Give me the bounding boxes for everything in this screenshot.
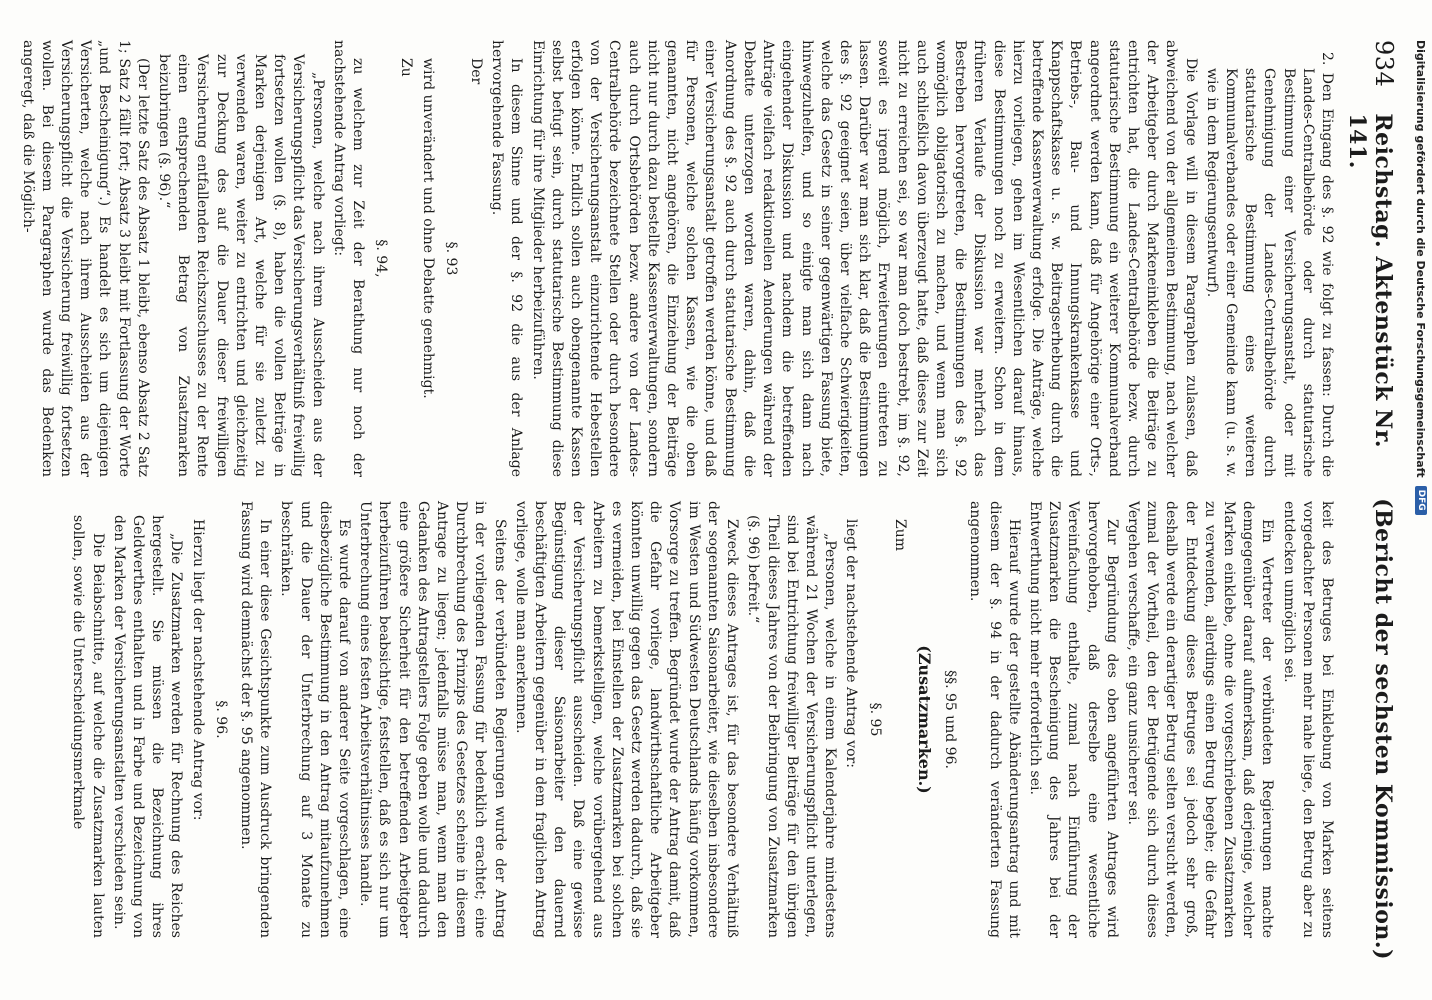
- section-heading: (Zusatzmarken.): [914, 645, 934, 794]
- section-marker: §. 95: [866, 702, 883, 737]
- quoted-paragraph: „Die Zusatzmarken werden für Rechnung des Reiches hergestellt. Sie müssen die Bezeichnung ihres Geldwerthes enthalten und in Farbe und Bezeichnung von den Marken der Versicherungsanstalten verschieden sein.: [110, 515, 185, 938]
- paragraph: Hierzu liegt der nachstehende Antrag vor:: [189, 519, 206, 821]
- dfg-logo-icon: DFG: [1415, 486, 1427, 515]
- text-column-left: [19, 40, 1336, 477]
- paragraph: Zweck dieses Antrages ist, für das besondere Verhältniß der sogenannten Saisonarbeiter, wie dieselben insbesondere im Westen und Südwesten Deutschlands häufig vorkommen, Vorsorge zu treffen. Begründet wurde der Antrag damit, daß die Gefahr vorliege, landwirthschaftliche Arbeitgeber könnten unwillig gegen das Gesetz werden dadurch, daß sie es vermeiden, bei Einstellen der Zusatzmarken bei solchen Arbeitern zu bemerkstelligen, welche vorübergehend aus der Versicherungspflicht ausscheiden. Daß eine gewisse Begünstigung dieser Saisonarbeiter den dauernd beschäftigten Arbeitern gegenüber in dem fraglichen Antrag vorliege, wolle man anerkennen.: [512, 501, 741, 938]
- page-header: [1344, 40, 1398, 960]
- paragraph: Ein Vertreter der verbündeten Regierungen machte demgegenüber darauf aufmerksam, daß derjenige, welcher Marken einklebe, ohne die vorgeschriebenen Zusatzmarken zu verwenden, allerdings einen Betrug begehe; die Gefahr der Entdeckung dieses Betruges sei jedoch sehr groß, deshalb werde ein derartiger Betrug selten versucht werden, zumal der Vortheil, den der Betrügende sich durch dieses Vergehen verschaffe, ein ganz unsicherer sei.: [1124, 501, 1276, 938]
- section-marker: §§. 95 und 96.: [942, 670, 959, 769]
- paragraph: zu welchem zur Zeit der Berathung nur noch der nachstehende Antrag vorliegt:: [330, 40, 367, 477]
- paragraph: Zu: [398, 58, 415, 77]
- paragraph: In einer diese Gesichtspunkte zum Ausdruck bringenden Fassung wird demnächst der §. 95 angenommen.: [238, 501, 274, 938]
- section-marker: §. 94,: [373, 239, 390, 278]
- paragraph: Zum: [891, 519, 908, 552]
- paragraph: Hierauf wurde der gestellte Abänderungsantrag und mit diesem der §. 94 in der dadurch veränderten Fassung angenommen.: [967, 501, 1022, 938]
- page-number: 934: [1370, 40, 1398, 88]
- paragraph: liegt der nachstehende Antrag vor:: [843, 519, 860, 768]
- report-label: (Bericht der sechsten Kommission.): [1370, 498, 1396, 960]
- section-marker: §. 93: [442, 241, 459, 276]
- paragraph: Seitens der verbündeten Regierungen wurde der Antrag in der vorliegenden Fassung für bedenklich erachtet; eine Durchbrechung des Prinzips des Gesetzes scheine in diesem Antrage zu liegen; jedenfalls müsse man, wenn man den Gedanken des Antragstellers Folge geben wolle und dadurch eine größere Sicherheit für den betreffenden Arbeitgeber herbeizuführen beabsichtige, feststellen, daß es sich nur um Unterbrechung eines festen Arbeitsverhältnisses handle.: [357, 501, 508, 938]
- paragraph: Es wurde darauf von anderer Seite vorgeschlagen, eine diesbezügliche Bestimmung in den Antrag mitaufzunehmen und die Dauer der Unterbrechung auf 3 Monate zu beschränken.: [278, 501, 353, 938]
- quoted-paragraph: „Personen, welche in einem Kalenderjahre mindestens während 21 Wochen der Versicherungspflicht unterlegen, sind bei Entrichtung freiwilliger Beiträge für den übrigen Theil dieses Jahres von der Beibringung von Zusatzmarken (§. 96) befreit.“: [745, 515, 839, 938]
- paragraph: Die Vorlage will in diesem Paragraphen zulassen, daß abweichend von der allgemeinen Bestimmung, nach welcher der Arbeitgeber durch Markeneinkleben die Beiträge zu entrichten hat, die Landes-Centralbehörde bezw. durch statutarische Bestimmung ein weiterer Kommunalverband angeordnet werden kann, daß für Angehörige einer Orts-, Betriebs-, Bau- und Innungskrankenkasse und Knappschaftskasse u. s. w. Beitragserhebung durch die betreffende Kassenverwaltung erfolge. Die Anträge, welche hierzu vorliegen, gehen im Wesentlichen darauf hinaus, diese Bestimmungen noch zu erweitern. Schon in dem früheren Verlaufe der Diskussion war mehrfach das Bestreben hervorgetreten, die Bestimmungen des §. 92 womöglich obligatorisch zu machen, und wenn man sich auch schließlich davon überzeugt hatte, daß dieses zur Zeit nicht zu erreichen sei, so war man doch bestrebt, im §. 92, soweit es irgend möglich, Erweiterungen eintreten zu lassen. Darüber war man sich klar, daß die Bestimmungen des §. 92 geeignet seien, über vielfache Schwierigkeiten, welche das Gesetz in seiner gegenwärtigen Fassung biete, hinwegzuhelfen, und so einigte man sich dann nach eingehender Diskussion und nachdem die betreffenden Anträge vielfach redaktionellen Aenderungen während der Debatte unterzogen worden waren, dahin, daß die Anordnung des §. 92 auch durch statutarische Bestimmung einer Versicherungsanstalt getroffen werden könne, und daß für Personen, welche solchen Kassen, wie die oben genannten, nicht angehören, die Einziehung der Beiträge nicht nur durch dazu bestellte Kassenverwaltungen, sondern auch durch Ortsbehörden bezw. andere von der Landes-Centralbehörde bezeichnete Stellen oder durch besondere von der Versicherungsanstalt einzurichtende Hebestellen erfolgen könne. Endlich sollen auch obengenannte Kassen selbst befugt sein, durch statutarische Bestimmung diese Einrichtung für ihre Mitglieder herbeizuführen.: [529, 40, 1199, 477]
- paragraph: Zur Begründung des oben angeführten Antrages wird hervorgehoben, daß derselbe eine wesentliche Vereinfachung enthalte, zumal nach Einführung der Zusatzmarken die Bescheinigung des Jahres bei der Entwerthung nicht mehr erforderlich sei.: [1026, 501, 1120, 938]
- paragraph: keit des Betruges bei Einklebung von Marken seitens vorgedachter Personen mehr nahe liege, den Betrug aber zu entdecken unmöglich sei.: [1280, 501, 1335, 938]
- text-columns: [19, 40, 1336, 938]
- text-column-right: [40, 501, 1336, 938]
- quoted-paragraph: „Personen, welche nach ihrem Ausscheiden aus der Versicherungspflicht das Versicherungsverhältniß freiwillig fortsetzen wollen (§. 8), haben die vollen Beiträge in Marken derjenigen Art, welche für sie zuletzt zu verwenden waren, weiter zu entrichten und gleichzeitig zur Deckung des auf die Dauer dieser freiwilligen Versicherung entfallenden Reichszuschusses zu der Rente einen entsprechenden Betrag von Zusatzmarken beizubringen (§. 96).“: [156, 54, 326, 477]
- document-label: Reichstag. Aktenstück Nr. 141.: [1344, 113, 1396, 448]
- list-item: 2. Den Eingang des §. 92 wie folgt zu fassen: Durch die Landes-Centralbehörde oder durch statutarische Bestimmung einer Versicherungsanstalt, oder mit Genehmigung der Landes-Centralbehörde durch statutarische Bestimmung eines weiteren Kommunalverbandes oder einer Gemeinde kann (u. s. w. wie in dem Regierungsentwurf).: [1203, 52, 1335, 477]
- section-marker: §. 96.: [212, 700, 229, 739]
- credit-text: Digitalisierung gefördert durch die Deutsche Forschungsgemeinschaft: [1414, 40, 1428, 478]
- digitization-credit: [1412, 40, 1430, 940]
- paragraph: In diesem Sinne und der §. 92 die aus der Anlage hervorgehende Fassung.: [489, 40, 525, 477]
- paragraph: wird unverändert und ohne Debatte genehmigt.: [419, 58, 436, 399]
- paragraph: Der: [468, 58, 485, 85]
- paragraph: (Der letzte Satz des Absatz 1 bleibt, ebenso Absatz 2 Satz 1; Satz 2 fällt fort; Absatz 3 bleibt mit Fortlassung der Worte „und Bescheinigung“.) Es handelt es sich um diejenigen Versicherten, welche nach ihrem Ausscheiden aus der Versicherungspflicht die Versicherung freiwillig fortsetzen wollen. Bei diesem Paragraphen wurde das Bedenken angeregt, daß die Möglich-: [19, 40, 151, 477]
- quoted-paragraph: Die Beiabschnitte, auf welche die Zusatzmarken lauten sollen, sowie die Unterscheidungsmerkmale: [70, 515, 106, 938]
